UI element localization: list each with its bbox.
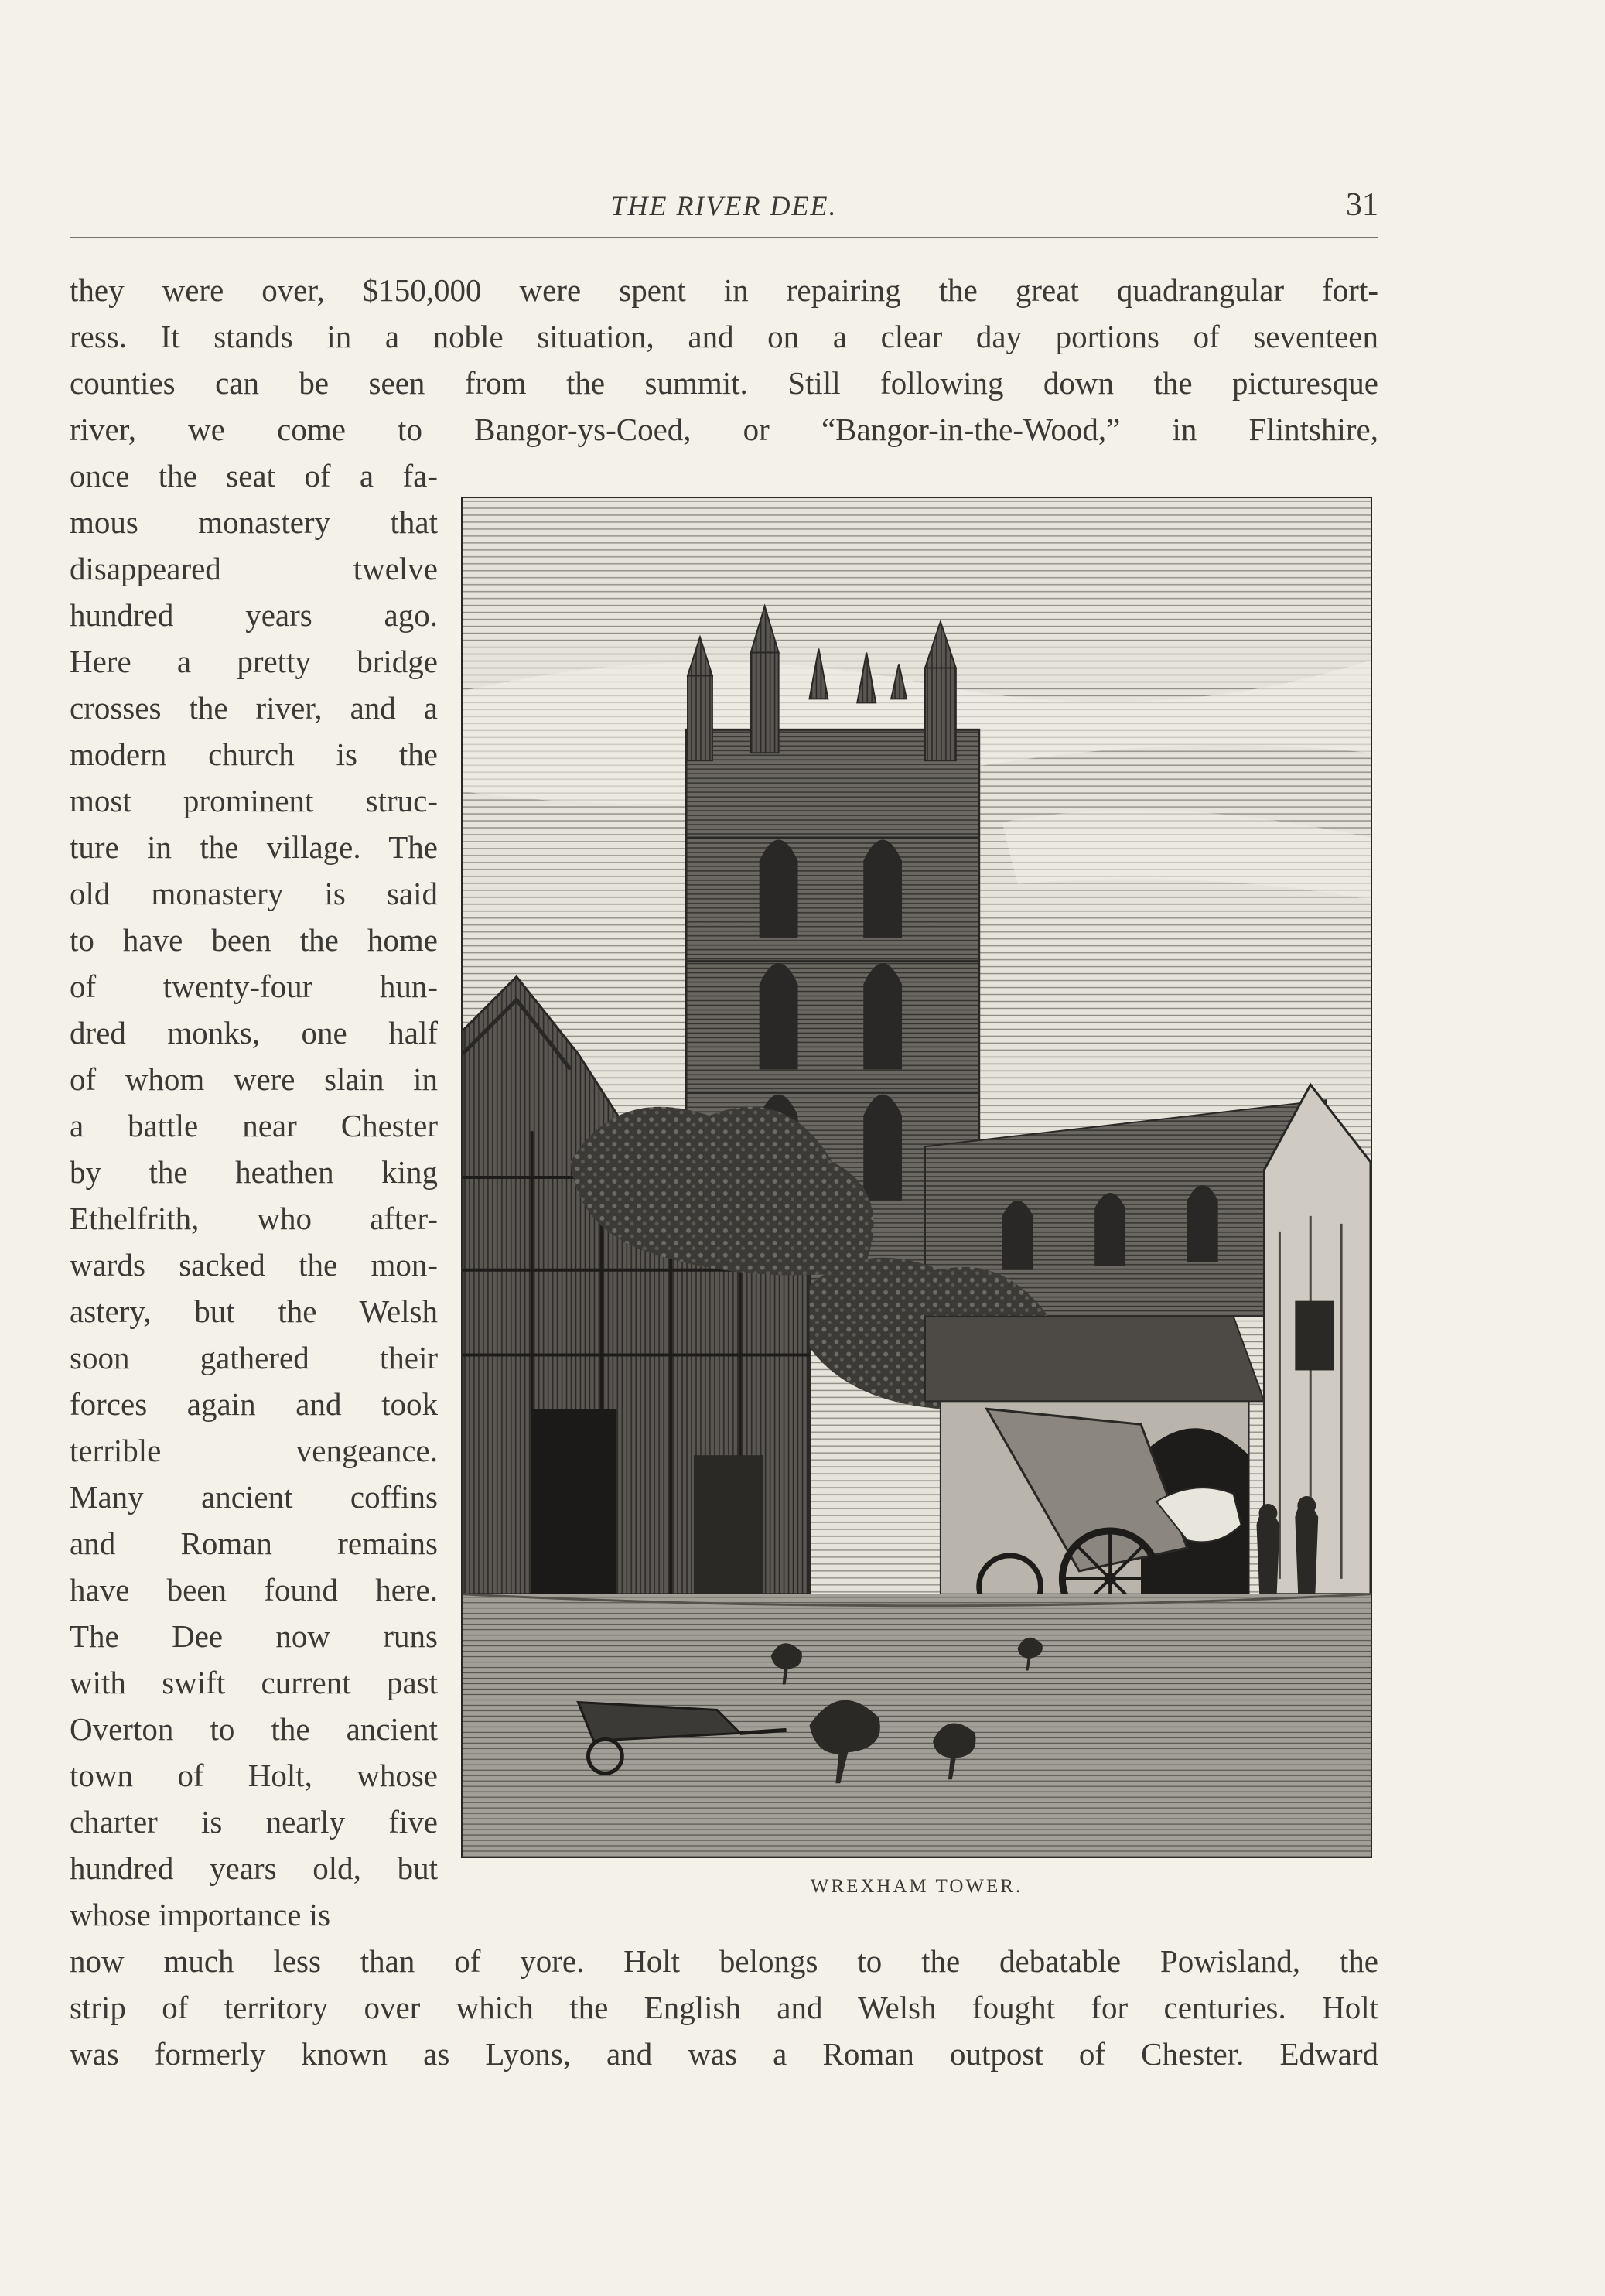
running-title: THE RIVER DEE. (610, 190, 838, 221)
text-line: by the heathen king (70, 1154, 438, 1190)
text-line: river, we come to Bangor-ys-Coed, or “Bangor-in-the-Wood,” in Flintshire, (70, 412, 1378, 447)
text-line: charter is nearly five (70, 1804, 438, 1840)
text-line: of twenty-four hun- (70, 969, 438, 1004)
text-line: old monastery is said (70, 876, 438, 911)
text-line: ress. It stands in a noble situation, and on a clear day portions of seventeen (70, 319, 1378, 354)
text-line: disappeared twelve (70, 551, 438, 586)
text-line: soon gathered their (70, 1340, 438, 1375)
text-line: hundred years ago. (70, 597, 438, 633)
text-line: Here a pretty bridge (70, 644, 438, 679)
text-line: crosses the river, and a (70, 690, 438, 726)
page-number: 31 (1346, 187, 1378, 223)
text-line: town of Holt, whose (70, 1758, 438, 1793)
text-line: terrible vengeance. (70, 1433, 438, 1468)
text-line: wards sacked the mon- (70, 1247, 438, 1283)
text-line: most prominent struc- (70, 783, 438, 818)
text-line: hundred years old, but (70, 1850, 438, 1886)
text-line: Ethelfrith, who after- (70, 1201, 438, 1236)
wrexham-tower-engraving (463, 498, 1371, 1857)
text-line: have been found here. (70, 1572, 438, 1608)
text-line: with swift current past (70, 1665, 438, 1700)
text-line: whose importance is (70, 1897, 331, 1932)
text-line: to have been the home (70, 922, 438, 958)
text-line: of whom were slain in (70, 1061, 438, 1097)
text-line: mous monastery that (70, 504, 438, 540)
text-line: forces again and took (70, 1386, 438, 1422)
text-line: was formerly known as Lyons, and was a Roman outpost of Chester. Edward (70, 2036, 1378, 2072)
text-line: modern church is the (70, 736, 438, 772)
text-line: Many ancient coffins (70, 1479, 438, 1515)
text-line: strip of territory over which the English and Welsh fought for centuries. Holt (70, 1990, 1378, 2025)
text-line: Overton to the ancient (70, 1711, 438, 1747)
text-line: The Dee now runs (70, 1618, 438, 1654)
text-line: now much less than of yore. Holt belongs to the debatable Powisland, the (70, 1943, 1378, 1979)
text-line: counties can be seen from the summit. Still following down the picturesque (70, 365, 1378, 401)
text-line: dred monks, one half (70, 1015, 438, 1051)
engraving-illustration (461, 497, 1372, 1858)
text-line: ture in the village. The (70, 829, 438, 865)
text-line: a battle near Chester (70, 1108, 438, 1143)
figure-caption: WREXHAM TOWER. (810, 1876, 1023, 1897)
text-line: astery, but the Welsh (70, 1293, 438, 1329)
header-rule (70, 237, 1378, 238)
text-line: they were over, $150,000 were spent in repairing the great quadrangular fort- (70, 272, 1378, 308)
page-header (70, 187, 1378, 228)
text-line: and Roman remains (70, 1526, 438, 1561)
text-line: once the seat of a fa- (70, 458, 438, 494)
